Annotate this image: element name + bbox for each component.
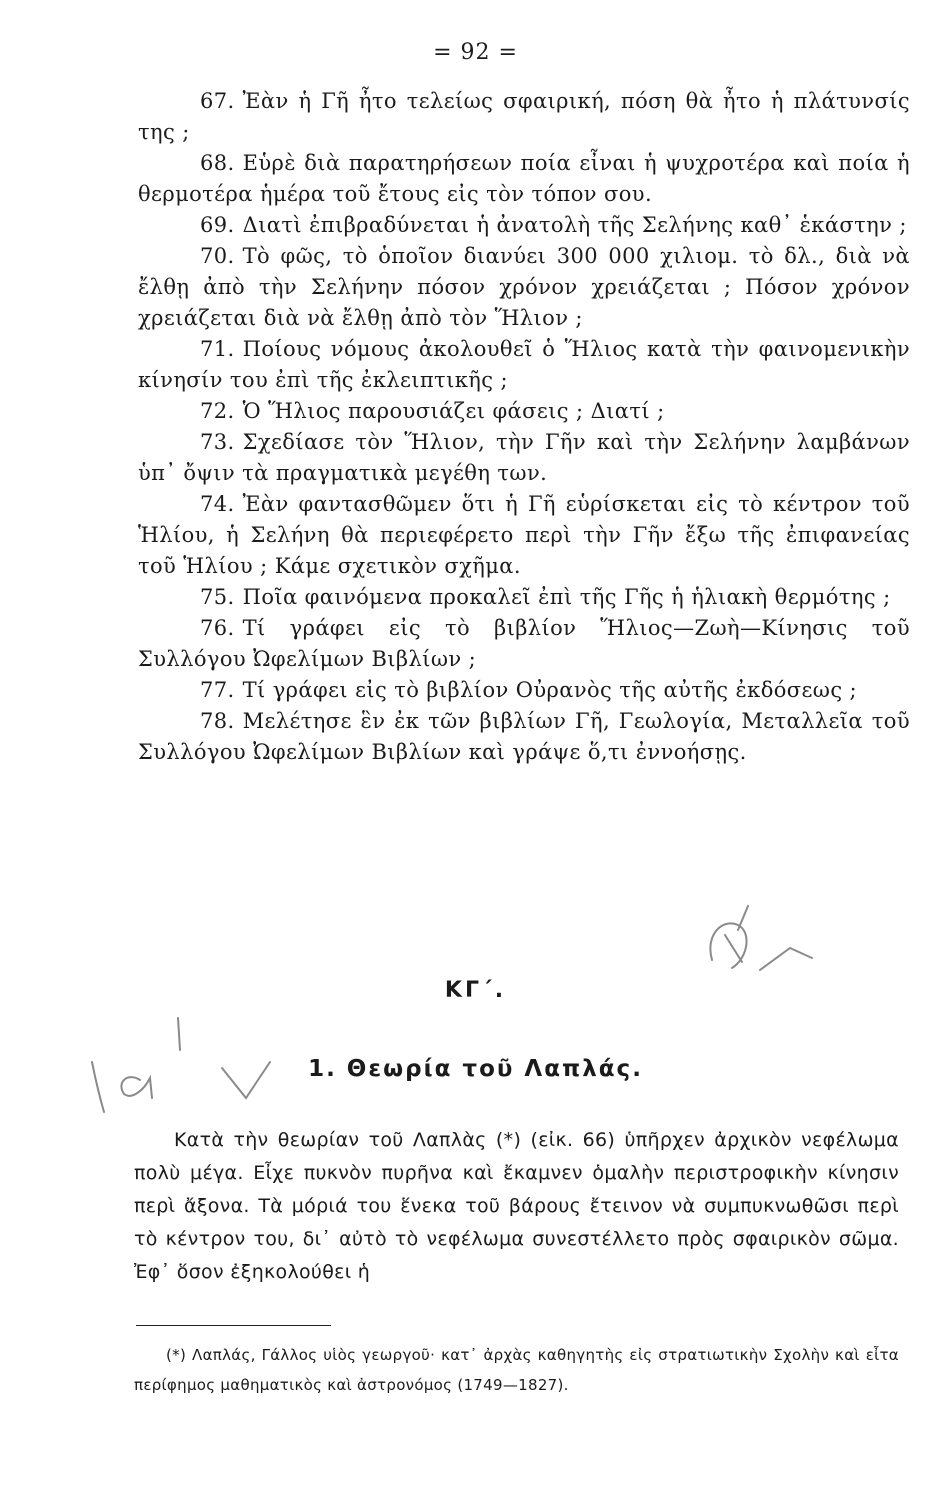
exercise-text: Τὸ φῶς, τὸ ὁποῖον διανύει 300 000 χιλιομ. τὸ δλ., διὰ νὰ ἔλθῃ ἀπὸ τὴν Σελήνην πόσον χρόνον χρειάζεται ; Πόσον χρόνον χρειάζεται διὰ νὰ ἔλθῃ ἀπὸ τὸν Ἥλιον ; [138, 244, 910, 330]
exercise-number: 70. [200, 244, 235, 268]
exercise-number: 74. [200, 492, 235, 516]
exercise-text: Διατὶ ἐπιβραδύνεται ἡ ἀνατολὴ τῆς Σελήνης καθ᾿ ἑκάστην ; [242, 213, 907, 237]
exercise-number: 76. [200, 616, 235, 640]
exercise-text: Ἐὰν ἡ Γῆ ἦτο τελείως σφαιρική, πόση θὰ ἦτο ἡ πλάτυνσίς της ; [138, 89, 910, 144]
exercise-item [138, 210, 910, 241]
exercise-item [138, 613, 910, 675]
exercise-number: 72. [200, 399, 235, 423]
exercise-item [138, 241, 910, 334]
exercise-number: 68. [200, 151, 235, 175]
exercise-item [138, 148, 910, 210]
exercise-number: 78. [200, 709, 235, 733]
exercise-number: 67. [200, 89, 235, 113]
exercise-text: Τί γράφει εἰς τὸ βιβλίον Οὐρανὸς τῆς αὐτῆς ἐκδόσεως ; [242, 678, 858, 702]
exercise-text: Ὁ Ἥλιος παρουσιάζει φάσεις ; Διατί ; [242, 399, 665, 423]
exercise-number: 75. [200, 585, 235, 609]
exercise-item [138, 427, 910, 489]
exercise-number: 77. [200, 678, 235, 702]
footnote-divider [136, 1325, 331, 1326]
body-paragraph: Κατὰ τὴν θεωρίαν τοῦ Λαπλὰς (*) (εἰκ. 66) ὑπῆρχεν ἀρχικὸν νεφέλωμα πολὺ μέγα. Εἶχε πυκνὸν πυρῆνα καὶ ἔκαμνεν ὁμαλὴν περιστροφικὴν κίνησιν περὶ ἄξονα. Τὰ μόριά του ἕνεκα τοῦ βάρους ἔτεινον νὰ συμπυκνωθῶσι περὶ τὸ κέντρον του, δι᾿ αὐτὸ τὸ νεφέλωμα συνεστέλλετο πρὸς σφαιρικὸν σῶμα. Ἐφ᾿ ὅσον ἐξηκολούθει ἡ [134, 1129, 899, 1283]
page-number: = 92 = [433, 40, 518, 65]
exercise-item [138, 489, 910, 582]
exercise-text: Μελέτησε ἓν ἐκ τῶν βιβλίων Γῆ, Γεωλογία, Μεταλλεῖα τοῦ Συλλόγου Ὠφελίμων Βιβλίων καὶ γράψε ὅ,τι ἐννοήσῃς. [138, 709, 910, 764]
exercise-item [138, 706, 910, 768]
exercise-text: Ποῖα φαινόμενα προκαλεῖ ἐπὶ τῆς Γῆς ἡ ἡλιακὴ θερμότης ; [242, 585, 891, 609]
exercise-text: Σχεδίασε τὸν Ἥλιον, τὴν Γῆν καὶ τὴν Σελήνην λαμβάνων ὑπ᾿ ὄψιν τὰ πραγματικὰ μεγέθη των. [138, 430, 910, 485]
exercise-item [138, 675, 910, 706]
footnote: (*) Λαπλάς, Γάλλος υἱὸς γεωργοῦ· κατ᾿ ἀρχὰς καθηγητὴς εἰς στρατιωτικὴν Σχολὴν καὶ εἶτα περίφημος μαθηματικὸς καὶ ἀστρονόμος (1749—1827). [134, 1346, 899, 1394]
exercise-item [138, 582, 910, 613]
exercise-number: 71. [200, 337, 235, 361]
section-label: ΚΓ΄. [444, 978, 507, 1003]
exercise-item [138, 86, 910, 148]
exercise-text: Εὑρὲ διὰ παρατηρήσεων ποία εἶναι ἡ ψυχροτέρα καὶ ποία ἡ θερμοτέρα ἡμέρα τοῦ ἔτους εἰς τὸν τόπον σου. [138, 151, 910, 206]
exercise-list [138, 86, 910, 768]
exercise-item [138, 396, 910, 427]
exercise-number: 73. [200, 430, 235, 454]
exercise-item [138, 334, 910, 396]
pencil-tick-line [178, 1018, 180, 1050]
exercise-text: Ποίους νόμους ἀκολουθεῖ ὁ Ἥλιος κατὰ τὴν φαινομενικὴν κίνησίν του ἐπὶ τῆς ἐκλειπτικῆς ; [138, 337, 910, 392]
subsection-title: 1. Θεωρία τοῦ Λαπλάς. [308, 1056, 643, 1082]
pencil-scribble-mark [710, 906, 812, 970]
exercise-number: 69. [200, 213, 235, 237]
exercise-text: Ἐὰν φαντασθῶμεν ὅτι ἡ Γῆ εὑρίσκεται εἰς τὸ κέντρον τοῦ Ἡλίου, ἡ Σελήνη θὰ περιεφέρετο περὶ τὴν Γῆν ἔξω τῆς ἐπιφανείας τοῦ Ἡλίου ; Κάμε σχετικὸν σχῆμα. [138, 492, 910, 578]
exercise-text: Τί γράφει εἰς τὸ βιβλίον Ἥλιος—Ζωὴ—Κίνησις τοῦ Συλλόγου Ὠφελίμων Βιβλίων ; [138, 616, 910, 671]
